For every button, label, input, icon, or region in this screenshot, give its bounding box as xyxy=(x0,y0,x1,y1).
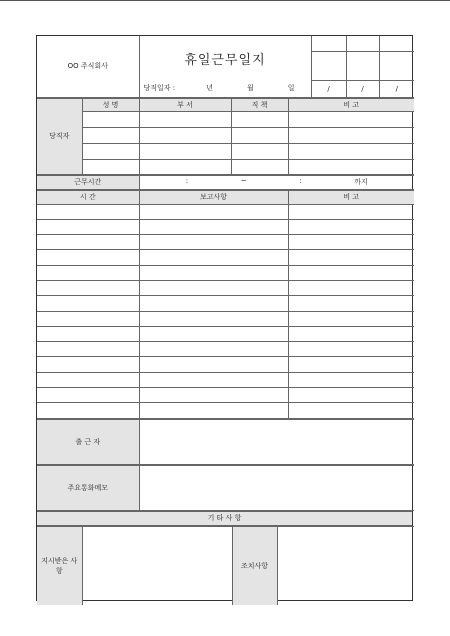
arrival-field[interactable] xyxy=(139,419,414,464)
log-header-remarks: 비 고 xyxy=(288,190,414,204)
log-cell[interactable] xyxy=(37,326,139,341)
log-cell[interactable] xyxy=(288,235,414,250)
log-cell[interactable] xyxy=(139,296,288,311)
log-row xyxy=(37,296,414,311)
year-label: 년 xyxy=(206,84,213,93)
log-row xyxy=(37,219,414,234)
log-cell[interactable] xyxy=(139,311,288,326)
log-cell[interactable] xyxy=(288,372,414,387)
log-cell[interactable] xyxy=(288,204,414,219)
instructions-field[interactable] xyxy=(82,526,232,605)
work-time-value xyxy=(139,175,414,189)
log-row xyxy=(37,326,414,341)
time-colon: : xyxy=(185,177,189,185)
staff-header-position: 직 책 xyxy=(231,98,288,111)
staff-cell xyxy=(82,159,139,174)
date-slash: / xyxy=(311,80,346,97)
log-header-time: 시 간 xyxy=(37,190,139,204)
log-cell[interactable] xyxy=(288,388,414,403)
log-cell[interactable] xyxy=(288,296,414,311)
log-cell[interactable] xyxy=(288,219,414,234)
month-label: 월 xyxy=(246,84,254,93)
log-cell[interactable] xyxy=(37,250,139,265)
staff-table xyxy=(37,98,414,175)
date-slash: / xyxy=(346,80,379,97)
staff-cell xyxy=(82,127,139,143)
log-row xyxy=(37,357,414,372)
staff-cell xyxy=(82,111,139,127)
log-cell[interactable] xyxy=(139,235,288,250)
log-cell[interactable] xyxy=(139,357,288,372)
log-row xyxy=(37,204,414,219)
log-row xyxy=(37,342,414,357)
log-cell[interactable] xyxy=(139,326,288,341)
signature-box xyxy=(379,51,414,80)
form-title: 휴일근무일지 xyxy=(139,36,311,80)
company-name: OO 주식회사 xyxy=(37,36,139,97)
bottom-section xyxy=(37,526,414,605)
memo-row xyxy=(37,465,414,511)
log-cell[interactable] xyxy=(288,265,414,280)
log-cell[interactable] xyxy=(37,311,139,326)
staff-cell xyxy=(231,159,288,174)
staff-cell xyxy=(139,159,231,174)
log-cell[interactable] xyxy=(139,280,288,295)
staff-section-label: 당직자 xyxy=(37,98,82,174)
time-tilde: ~ xyxy=(240,177,247,185)
log-row xyxy=(37,265,414,280)
log-cell[interactable] xyxy=(37,280,139,295)
log-row xyxy=(37,235,414,250)
staff-cell xyxy=(288,111,414,127)
log-cell[interactable] xyxy=(139,403,288,418)
staff-cell xyxy=(82,143,139,159)
log-cell[interactable] xyxy=(37,372,139,387)
staff-cell xyxy=(139,111,231,127)
log-cell[interactable] xyxy=(139,265,288,280)
log-cell[interactable] xyxy=(37,265,139,280)
staff-cell xyxy=(288,143,414,159)
memo-label: 주요통화메모 xyxy=(37,465,139,510)
log-rows xyxy=(37,204,414,418)
staff-cell xyxy=(231,111,288,127)
staff-header-dept: 부 서 xyxy=(139,98,231,111)
log-cell[interactable] xyxy=(288,403,414,418)
staff-cell xyxy=(231,143,288,159)
time-until: 까지 xyxy=(354,178,368,186)
log-cell[interactable] xyxy=(288,250,414,265)
log-cell[interactable] xyxy=(288,326,414,341)
memo-field[interactable] xyxy=(139,465,414,510)
staff-cell xyxy=(139,143,231,159)
date-slash: / xyxy=(379,80,414,97)
form-header xyxy=(37,36,414,98)
log-cell[interactable] xyxy=(288,311,414,326)
page-top-rule xyxy=(0,0,450,1)
log-row xyxy=(37,250,414,265)
log-row xyxy=(37,311,414,326)
log-cell[interactable] xyxy=(288,342,414,357)
log-cell[interactable] xyxy=(288,280,414,295)
log-row xyxy=(37,372,414,387)
log-cell[interactable] xyxy=(139,250,288,265)
staff-cell xyxy=(288,127,414,143)
log-cell[interactable] xyxy=(37,204,139,219)
approval-box xyxy=(379,36,414,51)
arrival-label: 출 근 자 xyxy=(37,419,139,464)
log-cell[interactable] xyxy=(37,296,139,311)
log-row xyxy=(37,403,414,418)
action-label: 조치사항 xyxy=(232,526,277,605)
work-time-row xyxy=(37,175,414,190)
misc-header xyxy=(37,511,412,526)
holiday-work-log-form xyxy=(36,35,413,601)
log-cell[interactable] xyxy=(37,388,139,403)
signature-box xyxy=(346,51,379,80)
log-cell[interactable] xyxy=(139,388,288,403)
log-cell[interactable] xyxy=(139,372,288,387)
log-row xyxy=(37,280,414,295)
staff-cell xyxy=(139,127,231,143)
signature-box xyxy=(311,51,346,80)
staff-cell xyxy=(288,159,414,174)
approval-box xyxy=(311,36,346,51)
log-cell[interactable] xyxy=(139,204,288,219)
staff-header-name: 성 명 xyxy=(82,98,139,111)
action-field[interactable] xyxy=(277,526,414,605)
misc-label: 기 타 사 항 xyxy=(37,511,412,525)
log-cell[interactable] xyxy=(37,235,139,250)
log-cell[interactable] xyxy=(288,357,414,372)
log-cell[interactable] xyxy=(37,357,139,372)
day-label: 일 xyxy=(287,84,295,93)
report-log-table xyxy=(37,190,414,419)
approval-box xyxy=(346,36,379,51)
log-cell[interactable] xyxy=(139,342,288,357)
log-cell[interactable] xyxy=(139,219,288,234)
log-header-report: 보고사항 xyxy=(139,190,288,204)
staff-cell xyxy=(231,127,288,143)
time-colon: : xyxy=(299,177,302,185)
staff-header-remarks: 비 고 xyxy=(288,98,414,111)
duty-date-label: 당직일자 : xyxy=(143,84,176,93)
arrival-row xyxy=(37,419,414,465)
duty-date-row xyxy=(139,80,311,97)
work-time-label: 근무시간 xyxy=(37,175,139,189)
instructions-label: 지시받은 사 항 xyxy=(37,526,82,605)
log-cell[interactable] xyxy=(37,219,139,234)
log-cell[interactable] xyxy=(37,342,139,357)
log-row xyxy=(37,388,414,403)
log-cell[interactable] xyxy=(37,403,139,418)
